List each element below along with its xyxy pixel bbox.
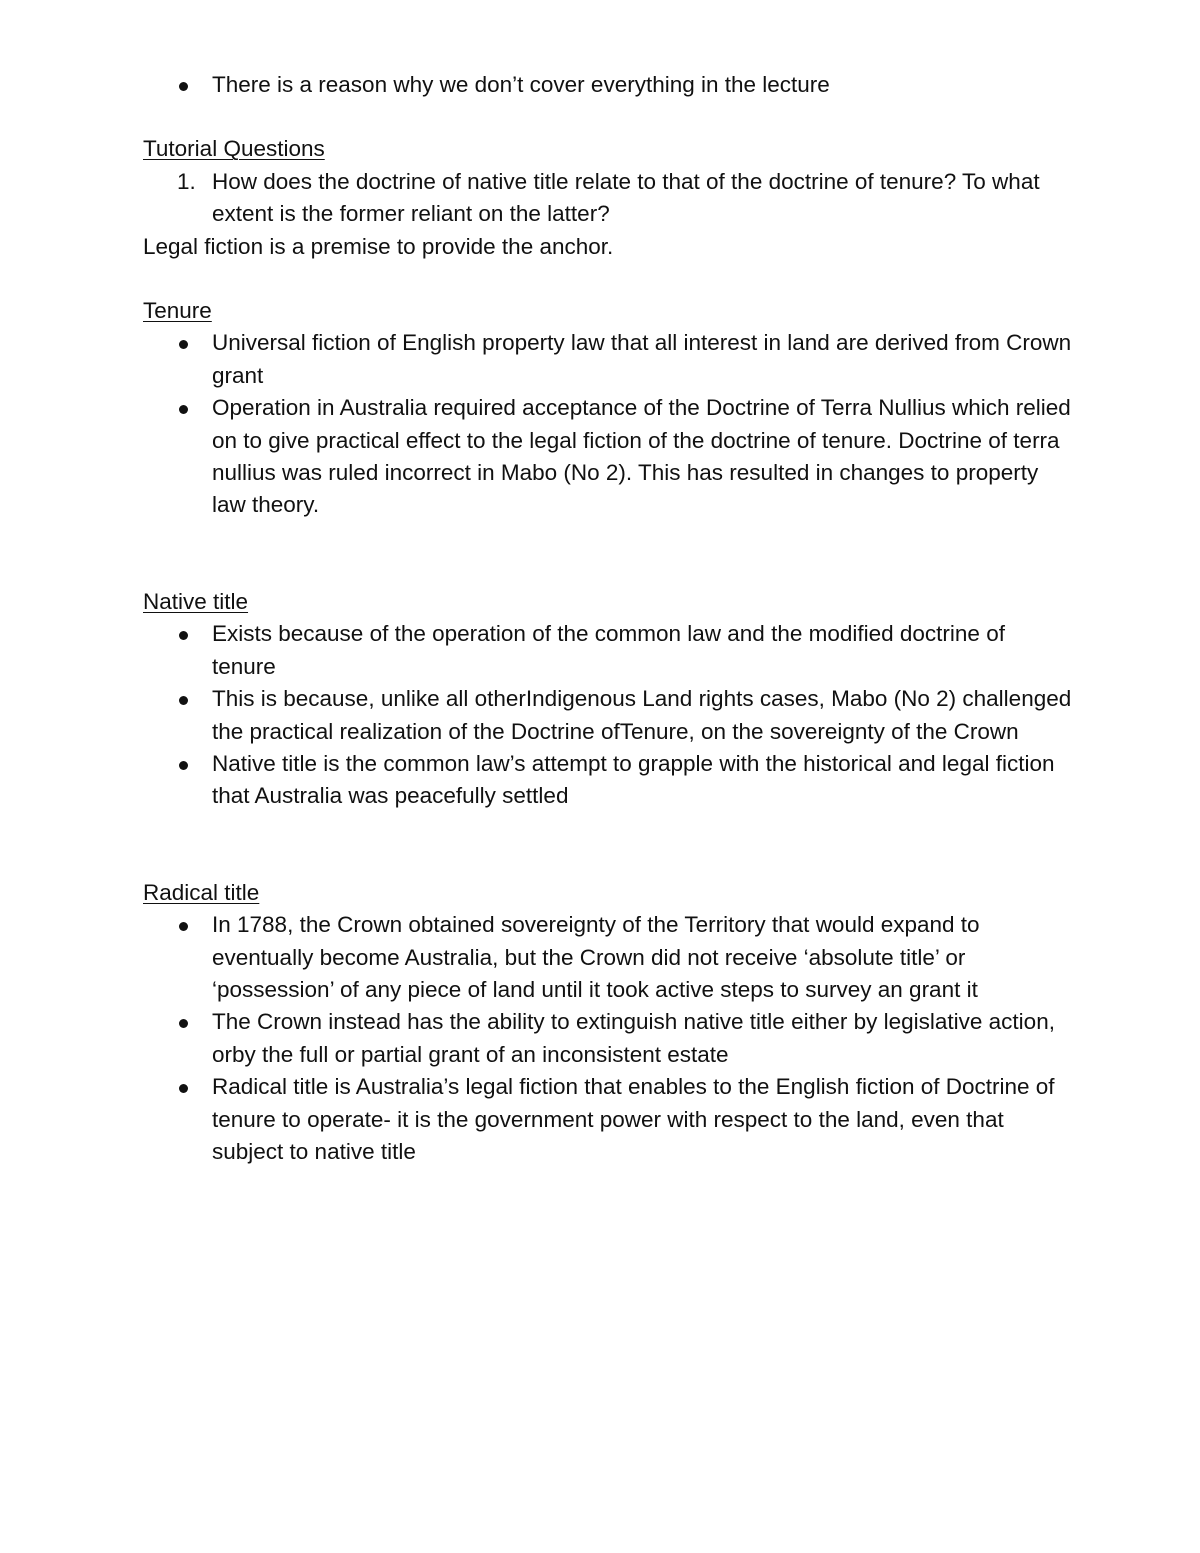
list-item-text: Exists because of the operation of the common law and the modified doctrine of tenure [212,621,1005,679]
numbered-item [143,166,1073,231]
list-item [143,909,1073,1006]
bullet-icon [179,1019,188,1028]
bullet-icon [179,82,188,91]
tenure-list [143,327,1073,521]
list-item-text: There is a reason why we don’t cover everything in the lecture [212,72,830,97]
list-item [143,618,1073,683]
spacer [143,101,1073,133]
bullet-icon [179,1084,188,1093]
tutorial-question-list [143,166,1073,231]
question-number: 1. [177,168,196,194]
spacer [143,263,1073,295]
section-heading-tenure: Tenure [143,298,212,324]
question-text: How does the doctrine of native title relate to that of the doctrine of tenure? To what extent is the former reliant on the latter? [212,168,1040,227]
section-heading-native-title: Native title [143,588,249,614]
tutorial-note: Legal fiction is a premise to provide the anchor. [143,233,614,259]
radical-title-list [143,909,1073,1168]
list-item-text: Native title is the common law’s attempt to grapple with the historical and legal fiction that Australia was peacefully settled [212,750,1055,809]
section-heading-radical-title: Radical title [143,879,260,905]
list-item-text: Radical title is Australia’s legal fiction that enables to the English fiction of Doctrine of tenure to operate- it is the government power with respect to the land, even that subject to native title [212,1074,1055,1164]
list-item-text: This is because, unlike all otherIndigenous Land rights cases, Mabo (No 2) challenged the practical realization of the Doctrine ofTenure, on the sovereignty of the Crown [212,686,1072,744]
list-item-text: The Crown instead has the ability to extinguish native title either by legislative action, orby the full or partial grant of an inconsistent estate [212,1009,1055,1067]
list-item [143,683,1073,748]
bullet-icon [179,405,188,414]
list-item [143,392,1073,522]
list-item-text: Operation in Australia required acceptance of the Doctrine of Terra Nullius which relied on to give practical effect to the legal fiction of the doctrine of tenure. Doctrine of terra nullius was ruled incorrect in Mabo (No 2). This has resulted in changes to property law theory. [212,395,1071,518]
section-heading-tutorial: Tutorial Questions [143,136,325,162]
bullet-icon [179,631,188,640]
list-item-text: In 1788, the Crown obtained sovereignty of the Territory that would expand to eventually become Australia, but the Crown did not receive ‘absolute title’ or ‘possession’ of any piece of land until it took active steps to survey an grant it [212,912,980,1002]
spacer [143,813,1073,877]
intro-list [143,69,1073,101]
bullet-icon [179,761,188,770]
bullet-icon [179,340,188,349]
list-item [143,748,1073,813]
bullet-icon [179,922,188,931]
spacer [143,522,1073,586]
document-body [143,69,1073,1168]
list-item [143,1071,1073,1168]
bullet-icon [179,696,188,705]
list-item [143,1006,1073,1071]
list-item-text: Universal fiction of English property law that all interest in land are derived from Crown grant [212,330,1072,388]
list-item [143,69,1073,101]
native-title-list [143,618,1073,812]
list-item [143,327,1073,392]
